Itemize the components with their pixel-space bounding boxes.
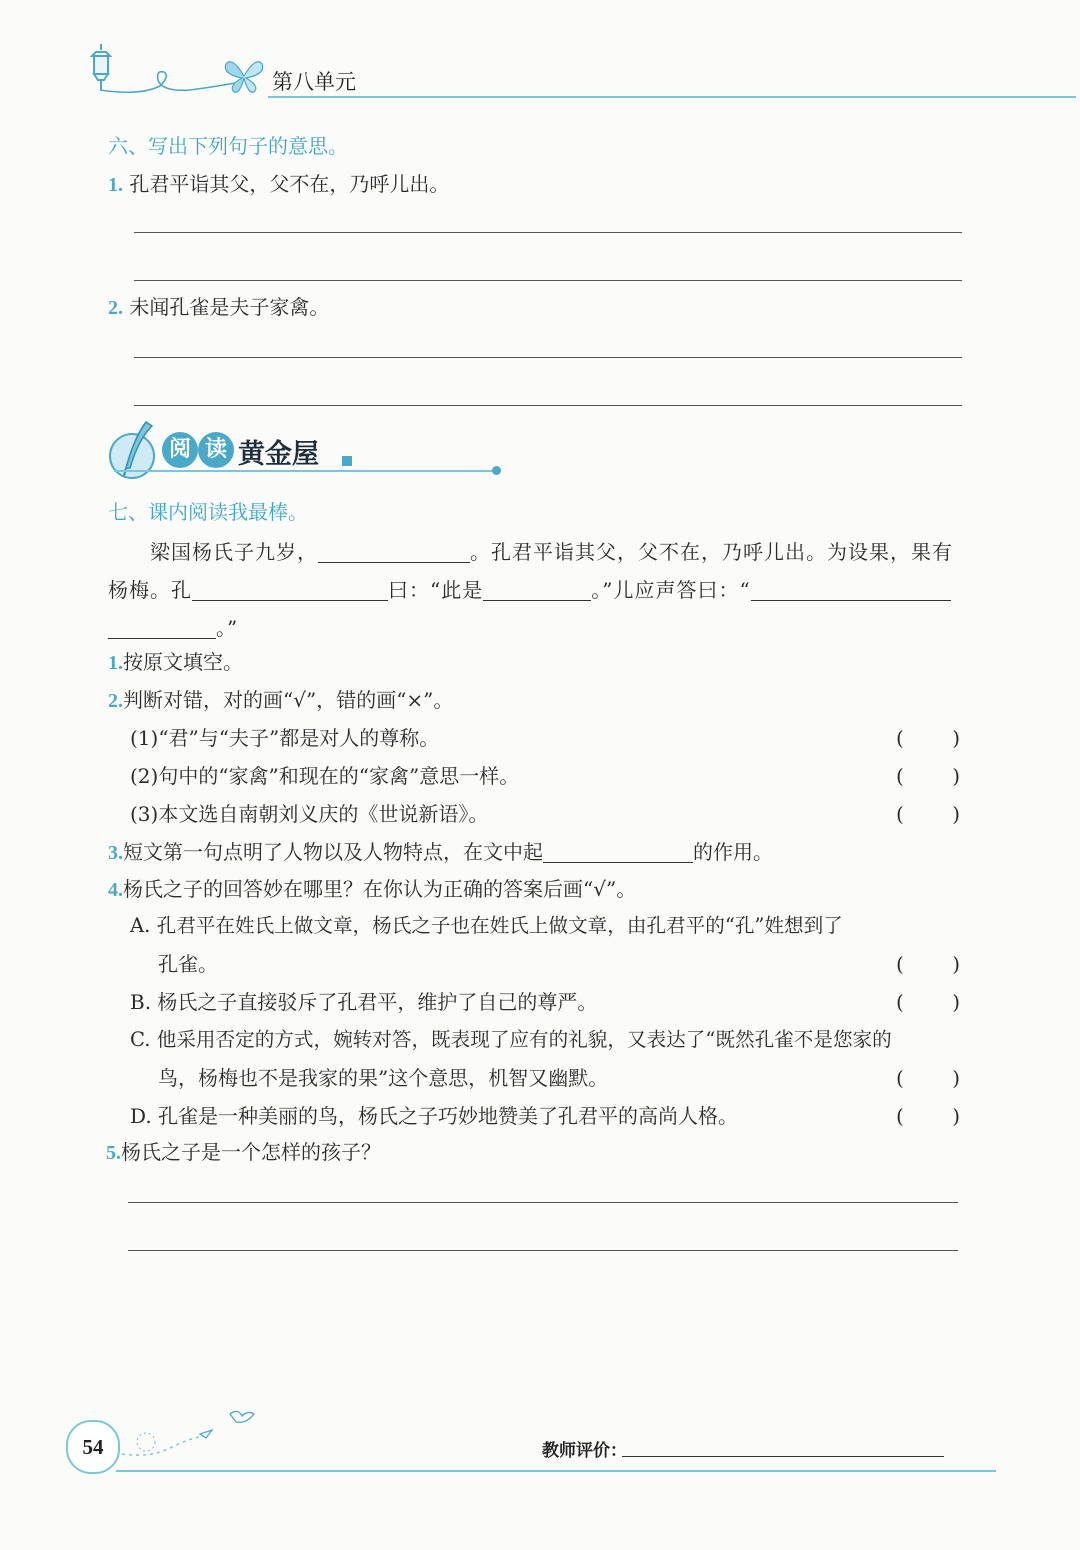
judge-item-1: (1)“君”与“夫子”都是对人的尊称。 [130,726,440,750]
answer-parentheses[interactable]: ( ) [896,1066,960,1090]
banner-square-decoration [342,456,352,466]
judge-item-2: (2)句中的“家禽”和现在的“家禽”意思一样。 [130,764,520,788]
reading-banner [104,418,504,482]
question-6-2: 2. 未闻孔雀是夫子家禽。 [108,295,330,319]
answer-line[interactable] [128,1202,958,1203]
option-c-line-2: 鸟，杨梅也不是我家的果”这个意思，机智又幽默。 [158,1066,609,1090]
question-7-5: 5.杨氏之子是一个怎样的孩子？ [106,1140,381,1164]
section-7-title: 七、课内阅读我最棒。 [108,500,308,524]
teacher-eval-label: 教师评价： [542,1441,627,1461]
answer-parentheses[interactable]: ( ) [896,1104,960,1128]
fill-blank[interactable] [108,618,216,639]
question-6-1: 1. 孔君平诣其父，父不在，乃呼儿出。 [108,172,450,196]
teacher-eval-line[interactable] [622,1456,944,1457]
fill-blank[interactable] [192,580,388,601]
answer-parentheses[interactable]: ( ) [896,802,960,826]
question-7-4: 4.杨氏之子的回答妙在哪里？在你认为正确的答案后画“√”。 [108,877,637,901]
banner-title: 黄金屋 [238,439,319,470]
question-7-2: 2.判断对错，对的画“√”，错的画“×”。 [108,688,454,712]
passage-line-3: 。” [108,612,238,641]
fill-blank[interactable] [543,842,693,863]
question-text: 未闻孔雀是夫子家禽。 [129,295,330,319]
page-number: 54 [82,1435,104,1459]
judge-item-3: (3)本文选自南朝刘义庆的《世说新语》。 [130,802,489,826]
passage-line-2: 杨梅。孔 曰：“此是 。”儿应声答曰：“ [108,574,951,603]
banner-rule-dot [492,466,501,475]
option-d: D. 孔雀是一种美丽的鸟，杨氏之子巧妙地赞美了孔君平的高尚人格。 [130,1104,739,1128]
option-b: B. 杨氏之子直接驳斥了孔君平，维护了自己的尊严。 [130,990,598,1014]
header-rule [268,96,1076,98]
option-a-line-1: A. 孔君平在姓氏上做文章，杨氏之子也在姓氏上做文章，由孔君平的“孔”姓想到了 [130,914,843,937]
section-6-title: 六、写出下列句子的意思。 [108,134,348,158]
passage-line-1: 梁国杨氏子九岁， 。孔君平诣其父，父不在，乃呼儿出。为设果，果有 [150,540,953,564]
answer-line[interactable] [128,1250,958,1251]
unit-title: 第八单元 [272,70,356,94]
answer-line[interactable] [134,357,962,358]
fill-blank[interactable] [483,580,591,601]
answer-line[interactable] [134,232,962,233]
fill-blank[interactable] [318,542,470,563]
answer-parentheses[interactable]: ( ) [896,990,960,1014]
fill-blank[interactable] [751,580,951,601]
header [0,0,1080,110]
answer-parentheses[interactable]: ( ) [896,726,960,750]
page-number-badge [66,1420,120,1474]
question-text: 孔君平诣其父，父不在，乃呼儿出。 [129,172,450,196]
dotted-bird-trail-decoration [120,1404,260,1464]
answer-parentheses[interactable]: ( ) [896,764,960,788]
banner-badge-1: 阅 [162,432,198,468]
answer-line[interactable] [134,405,962,406]
option-a-line-2: 孔雀。 [158,952,218,976]
butterfly-icon [222,56,266,96]
answer-parentheses[interactable]: ( ) [896,952,960,976]
answer-line[interactable] [134,280,962,281]
banner-badge-2: 读 [198,432,234,468]
question-7-1: 1.按原文填空。 [108,650,243,674]
quill-icon [104,418,164,482]
banner-rule [114,470,498,472]
footer-rule [116,1470,996,1472]
option-c-line-1: C. 他采用否定的方式，婉转对答，既表现了应有的礼貌，又表达了“既然孔雀不是您家的 [130,1028,892,1051]
question-7-3: 3.短文第一句点明了人物以及人物特点，在文中起 的作用。 [108,840,773,864]
